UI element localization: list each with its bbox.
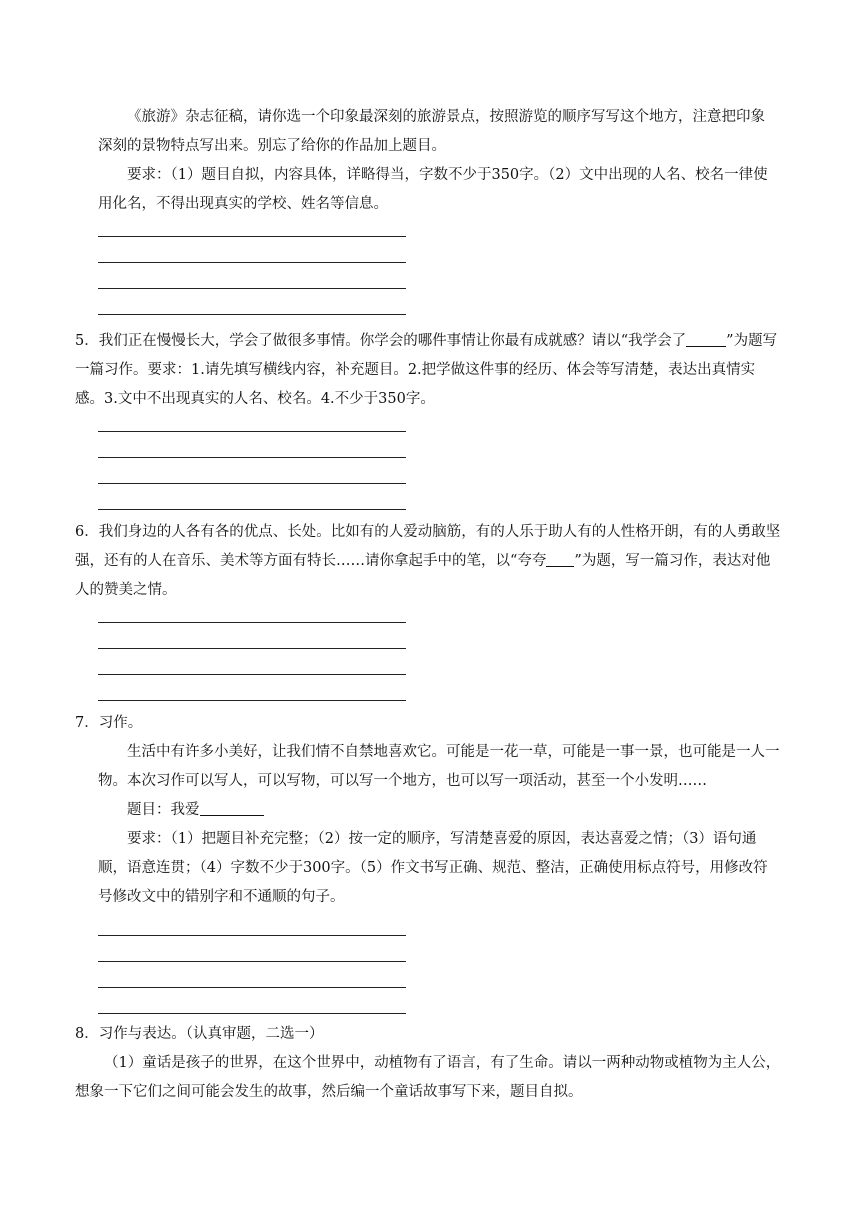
answer-line[interactable]	[98, 622, 406, 623]
question-number: 6．	[75, 524, 99, 540]
q8-paragraph: （1）童话是孩子的世界，在这个世界中，动植物有了语言，有了生命。请以一两种动物或植物为主人公，想象一下它们之间可能会发生的故事，然后编一个童话故事写下来，题目自拟。	[75, 1055, 781, 1100]
q7-topic: 题目：我爱	[127, 802, 200, 818]
answer-line[interactable]	[98, 236, 406, 237]
q5-blank[interactable]	[686, 330, 726, 347]
q7-requirements: 要求：（1）把题目补充完整；（2）按一定的顺序，写清楚喜爱的原因，表达喜爱之情；（3）语句通顺，语意连贯；（4）字数不少于300字。（5）作文书写正确、规范、整洁，正确使用标点符号，用修改符号修改文中的错别字和不通顺的句子。	[98, 831, 768, 905]
answer-line[interactable]	[98, 935, 406, 936]
q7-title: 习作。	[98, 715, 143, 731]
answer-line[interactable]	[98, 483, 406, 484]
answer-line[interactable]	[98, 674, 406, 675]
answer-line[interactable]	[98, 961, 406, 962]
q6-text-b: ”为题，写一篇习作，表达对他人的赞美之情。	[75, 553, 771, 598]
answer-line[interactable]	[98, 457, 406, 458]
answer-line[interactable]	[98, 700, 406, 701]
question-4-requirements	[0, 161, 860, 219]
answer-line[interactable]	[98, 288, 406, 289]
question-5	[0, 327, 860, 414]
q6-text-a: 我们身边的人各有各的优点、长处。比如有的人爱动脑筋，有的人乐于助人有的人性格开朗，有的人勇敢坚强，还有的人在音乐、美术等方面有特长……请你拿起手中的笔，以“夸夸	[75, 524, 781, 569]
answer-line[interactable]	[98, 431, 406, 432]
question-8	[0, 1020, 860, 1107]
answer-line[interactable]	[98, 314, 406, 315]
question-4-prompt	[0, 103, 860, 161]
answer-line[interactable]	[98, 509, 406, 510]
q5-text-a: 我们正在慢慢长大，学会了做很多事情。你学会的哪件事情让你最有成就感？请以“我学会了	[98, 333, 687, 349]
question-number: 5．	[75, 333, 99, 349]
question-number: 8．	[75, 1026, 99, 1042]
q4-answer-lines[interactable]	[98, 236, 406, 340]
answer-line[interactable]	[98, 987, 406, 988]
q4-requirements: 要求：（1）题目自拟，内容具体，详略得当，字数不少于350字。（2）文中出现的人名、校名一律使用化名，不得出现真实的学校、姓名等信息。	[98, 167, 768, 212]
q6-blank[interactable]	[546, 550, 574, 567]
q5-text-b: ”为题写一篇习作。要求：1.请先填写横线内容，补充题目。2.把学做这件事的经历、体会等写清楚，表达出真情实感。3.文中不出现真实的人名、校名。4.不少于350字。	[75, 333, 778, 407]
q7-topic-blank[interactable]	[200, 799, 264, 816]
question-6	[0, 518, 860, 605]
question-7	[0, 709, 860, 912]
question-number: 7．	[75, 715, 99, 731]
answer-line[interactable]	[98, 648, 406, 649]
answer-line[interactable]	[98, 262, 406, 263]
answer-line[interactable]	[98, 1013, 406, 1014]
q7-paragraph: 生活中有许多小美好，让我们情不自禁地喜欢它。可能是一花一草，可能是一事一景，也可能是一人一物。本次习作可以写人，可以写物，可以写一个地方，也可以写一项活动，甚至一个小发明……	[98, 744, 780, 789]
q8-title: 习作与表达。（认真审题，二选一）	[98, 1026, 324, 1042]
q4-paragraph: 《旅游》杂志征稿，请你选一个印象最深刻的旅游景点，按照游览的顺序写写这个地方，注意把印象深刻的景物特点写出来。别忘了给你的作品加上题目。	[98, 109, 765, 154]
